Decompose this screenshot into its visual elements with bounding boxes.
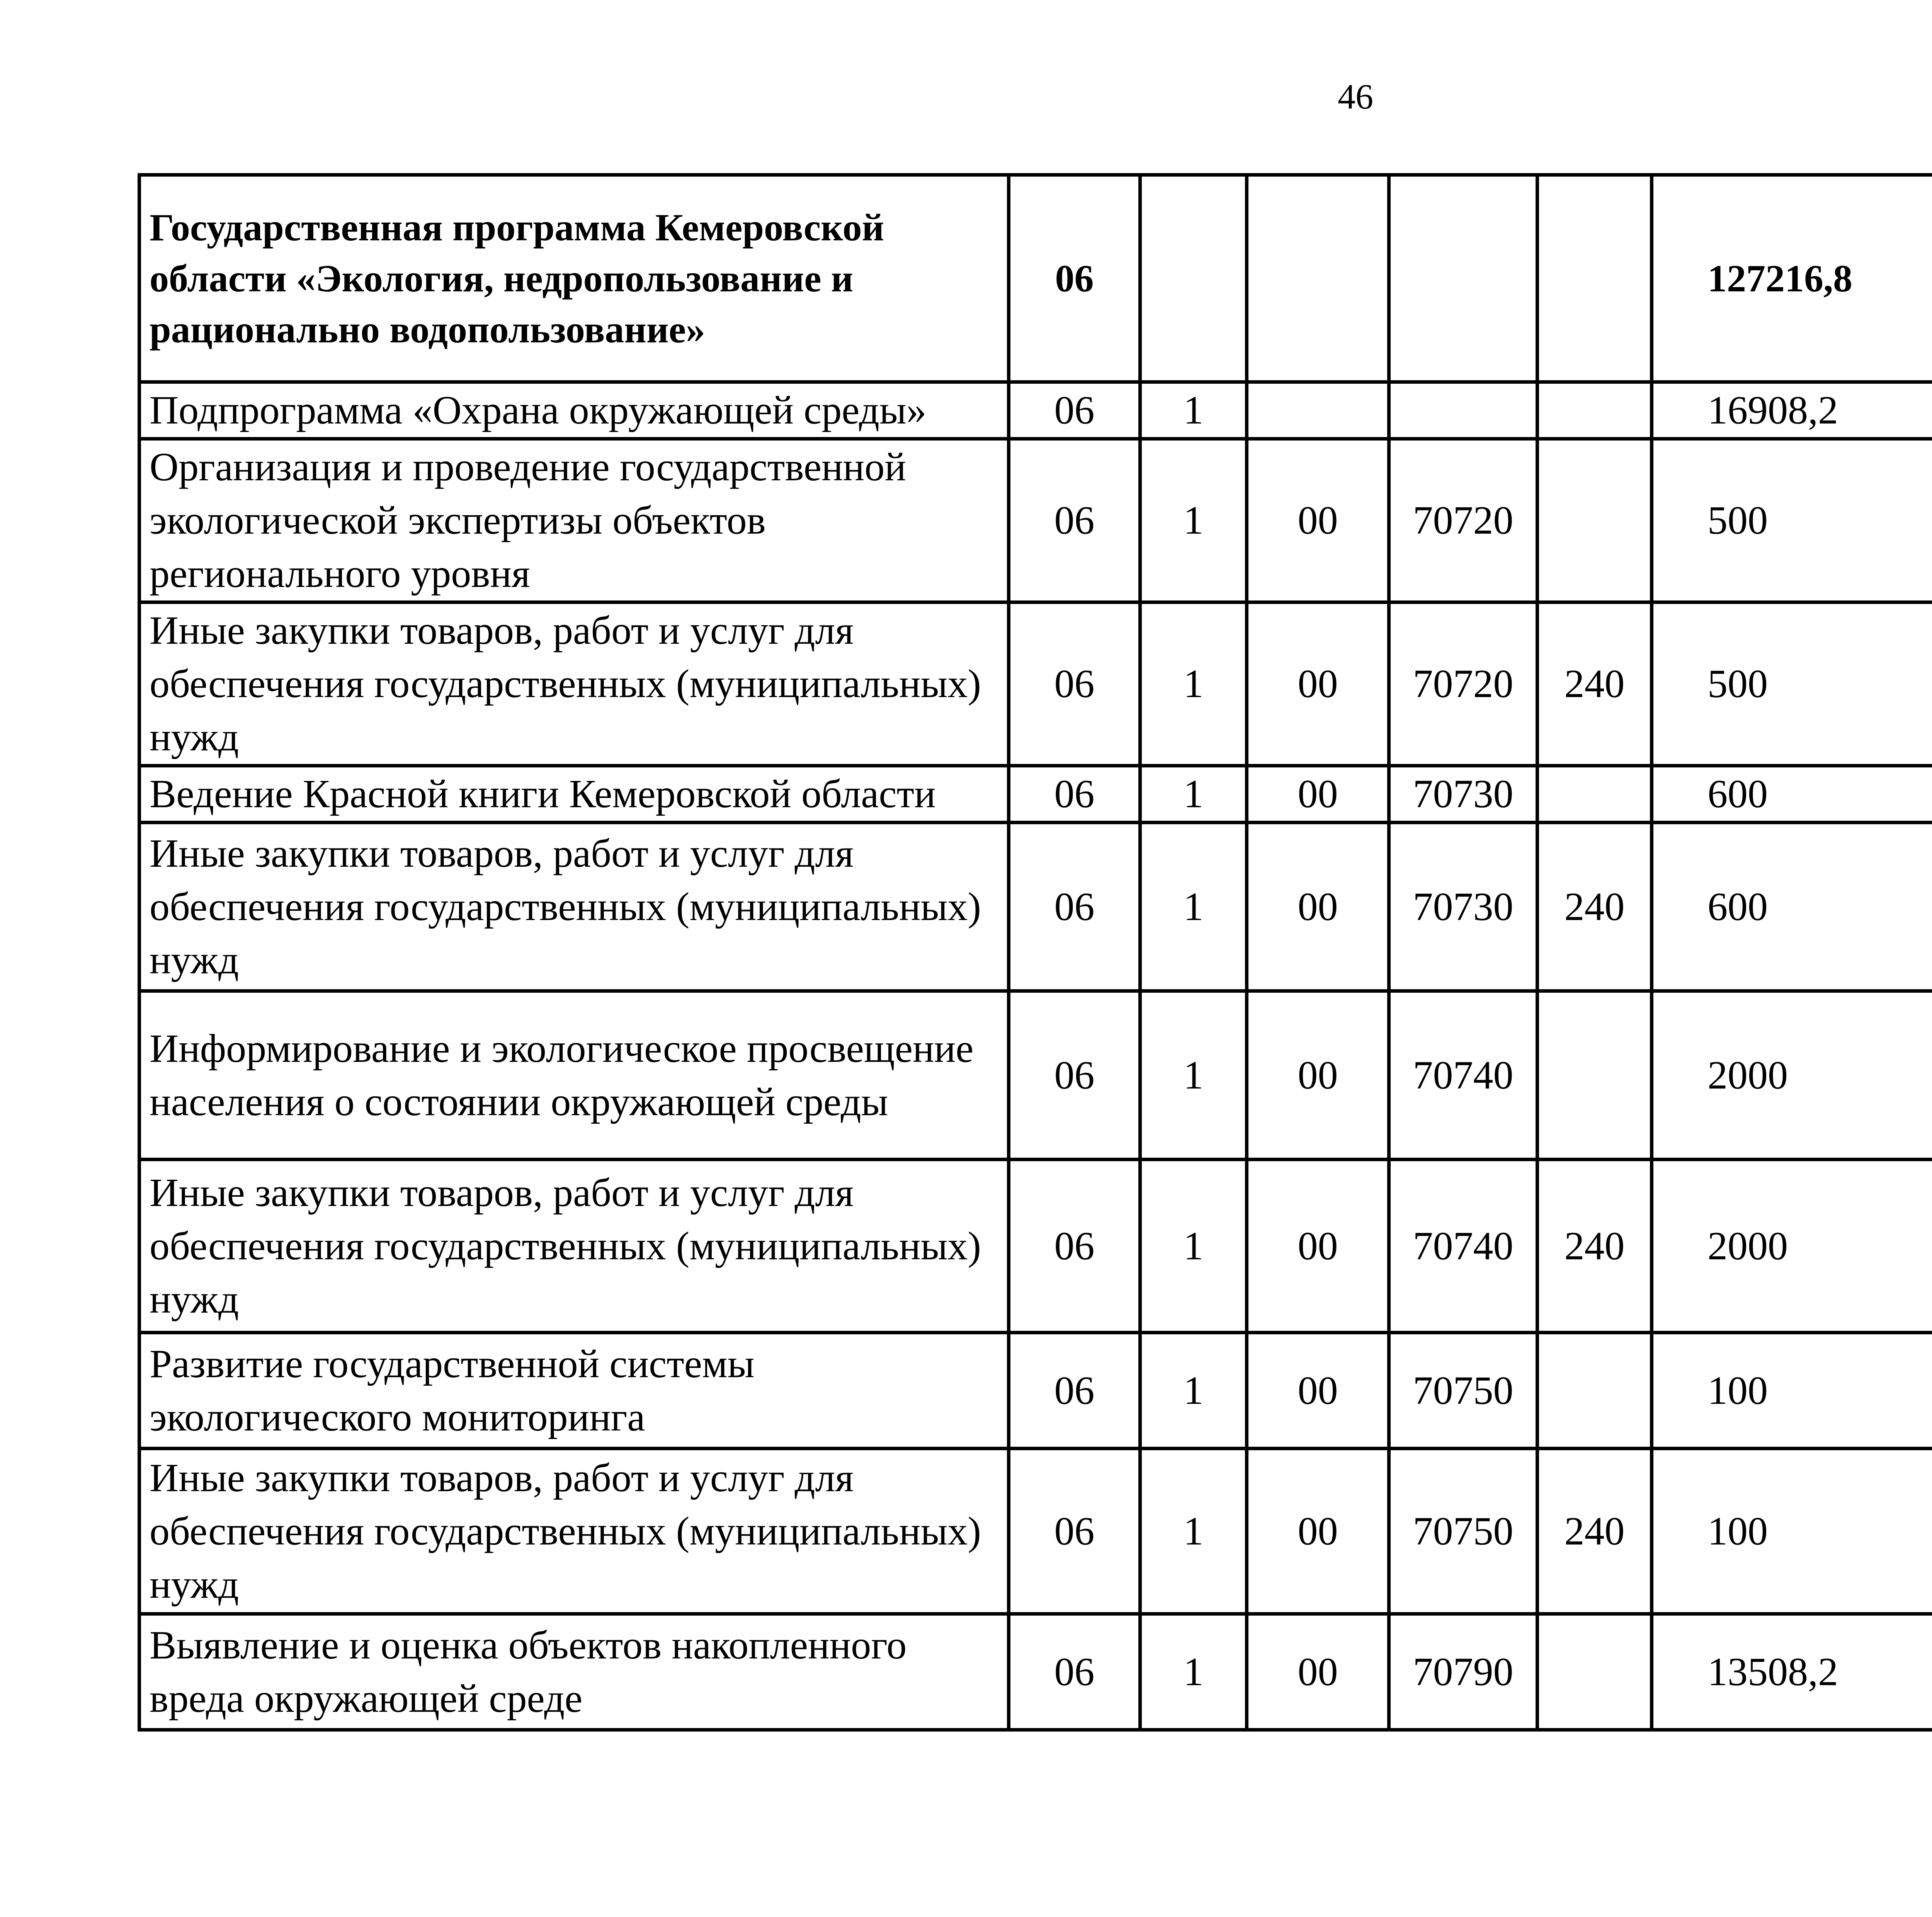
row-name: Иные закупки товаров, работ и услуг для обеспечения государственных (муниципальных) нужд — [139, 1160, 1009, 1333]
subprogram-code: 1 — [1140, 1449, 1247, 1614]
subprogram-code: 1 — [1140, 602, 1247, 766]
row-name: Организация и проведение государственной экологической экспертизы объектов регионального уровня — [139, 439, 1009, 602]
row-name: Информирование и экологическое просвещение населения о состоянии окружающей среды — [139, 991, 1009, 1160]
table-row — [139, 1333, 1932, 1449]
main-event-code: 00 — [1247, 1333, 1389, 1449]
program-code: 06 — [1009, 823, 1140, 991]
subprogram-code: 1 — [1140, 823, 1247, 991]
amount-year-1: 600 — [1652, 766, 1932, 823]
direction-code: 70790 — [1389, 1614, 1537, 1730]
program-code: 06 — [1009, 991, 1140, 1160]
program-code: 06 — [1009, 1160, 1140, 1333]
table-row — [139, 382, 1932, 439]
table-row — [139, 439, 1932, 602]
subprogram-code: 1 — [1140, 1333, 1247, 1449]
row-name: Иные закупки товаров, работ и услуг для обеспечения государственных (муниципальных) нужд — [139, 823, 1009, 991]
direction-code: 70720 — [1389, 602, 1537, 766]
expense-type-code — [1537, 1614, 1652, 1730]
expense-type-code — [1537, 1333, 1652, 1449]
expense-type-code: 240 — [1537, 602, 1652, 766]
main-event-code — [1247, 175, 1389, 382]
amount-year-1: 500 — [1652, 439, 1932, 602]
table-row — [139, 991, 1932, 1160]
amount-year-1: 600 — [1652, 823, 1932, 991]
expense-type-code — [1537, 439, 1652, 602]
expense-type-code: 240 — [1537, 1160, 1652, 1333]
row-name: Ведение Красной книги Кемеровской области — [139, 766, 1009, 823]
expense-type-code: 240 — [1537, 823, 1652, 991]
table-row — [139, 602, 1932, 766]
budget-table — [138, 173, 1932, 1732]
direction-code: 70740 — [1389, 1160, 1537, 1333]
main-event-code: 00 — [1247, 823, 1389, 991]
program-code: 06 — [1009, 766, 1140, 823]
page-number: 46 — [1338, 77, 1373, 116]
table-row — [139, 1449, 1932, 1614]
row-name: Выявление и оценка объектов накопленного вреда окружающей среде — [139, 1614, 1009, 1730]
table-row — [139, 1614, 1932, 1730]
subprogram-code: 1 — [1140, 439, 1247, 602]
main-event-code — [1247, 382, 1389, 439]
direction-code: 70730 — [1389, 823, 1537, 991]
program-code: 06 — [1009, 1333, 1140, 1449]
direction-code: 70750 — [1389, 1333, 1537, 1449]
row-name: Подпрограмма «Охрана окружающей среды» — [139, 382, 1009, 439]
expense-type-code — [1537, 382, 1652, 439]
program-code: 06 — [1009, 382, 1140, 439]
program-code: 06 — [1009, 175, 1140, 382]
amount-year-1: 13508,2 — [1652, 1614, 1932, 1730]
expense-type-code: 240 — [1537, 1449, 1652, 1614]
direction-code: 70740 — [1389, 991, 1537, 1160]
expense-type-code — [1537, 175, 1652, 382]
direction-code: 70730 — [1389, 766, 1537, 823]
amount-year-1: 127216,8 — [1652, 175, 1932, 382]
main-event-code: 00 — [1247, 1160, 1389, 1333]
amount-year-1: 500 — [1652, 602, 1932, 766]
program-code: 06 — [1009, 1449, 1140, 1614]
main-event-code: 00 — [1247, 766, 1389, 823]
amount-year-1: 2000 — [1652, 991, 1932, 1160]
main-event-code: 00 — [1247, 602, 1389, 766]
subprogram-code: 1 — [1140, 991, 1247, 1160]
amount-year-1: 2000 — [1652, 1160, 1932, 1333]
amount-year-1: 100 — [1652, 1333, 1932, 1449]
main-event-code: 00 — [1247, 1614, 1389, 1730]
subprogram-code: 1 — [1140, 382, 1247, 439]
subprogram-code: 1 — [1140, 1614, 1247, 1730]
table-row — [139, 766, 1932, 823]
amount-year-1: 100 — [1652, 1449, 1932, 1614]
table-row — [139, 1160, 1932, 1333]
main-event-code: 00 — [1247, 991, 1389, 1160]
direction-code — [1389, 382, 1537, 439]
direction-code: 70720 — [1389, 439, 1537, 602]
table-row — [139, 823, 1932, 991]
amount-year-1: 16908,2 — [1652, 382, 1932, 439]
program-code: 06 — [1009, 439, 1140, 602]
direction-code — [1389, 175, 1537, 382]
row-name: Иные закупки товаров, работ и услуг для обеспечения государственных (муниципальных) нужд — [139, 602, 1009, 766]
subprogram-code: 1 — [1140, 1160, 1247, 1333]
direction-code: 70750 — [1389, 1449, 1537, 1614]
row-name: Иные закупки товаров, работ и услуг для обеспечения государственных (муниципальных) нужд — [139, 1449, 1009, 1614]
subprogram-code — [1140, 175, 1247, 382]
main-event-code: 00 — [1247, 439, 1389, 602]
row-name: Развитие государственной системы экологического мониторинга — [139, 1333, 1009, 1449]
main-event-code: 00 — [1247, 1449, 1389, 1614]
program-code: 06 — [1009, 602, 1140, 766]
row-name: Государственная программа Кемеровской области «Экология, недропользование и рационально водопользование» — [139, 175, 1009, 382]
program-code: 06 — [1009, 1614, 1140, 1730]
table-row — [139, 175, 1932, 382]
expense-type-code — [1537, 991, 1652, 1160]
expense-type-code — [1537, 766, 1652, 823]
subprogram-code: 1 — [1140, 766, 1247, 823]
